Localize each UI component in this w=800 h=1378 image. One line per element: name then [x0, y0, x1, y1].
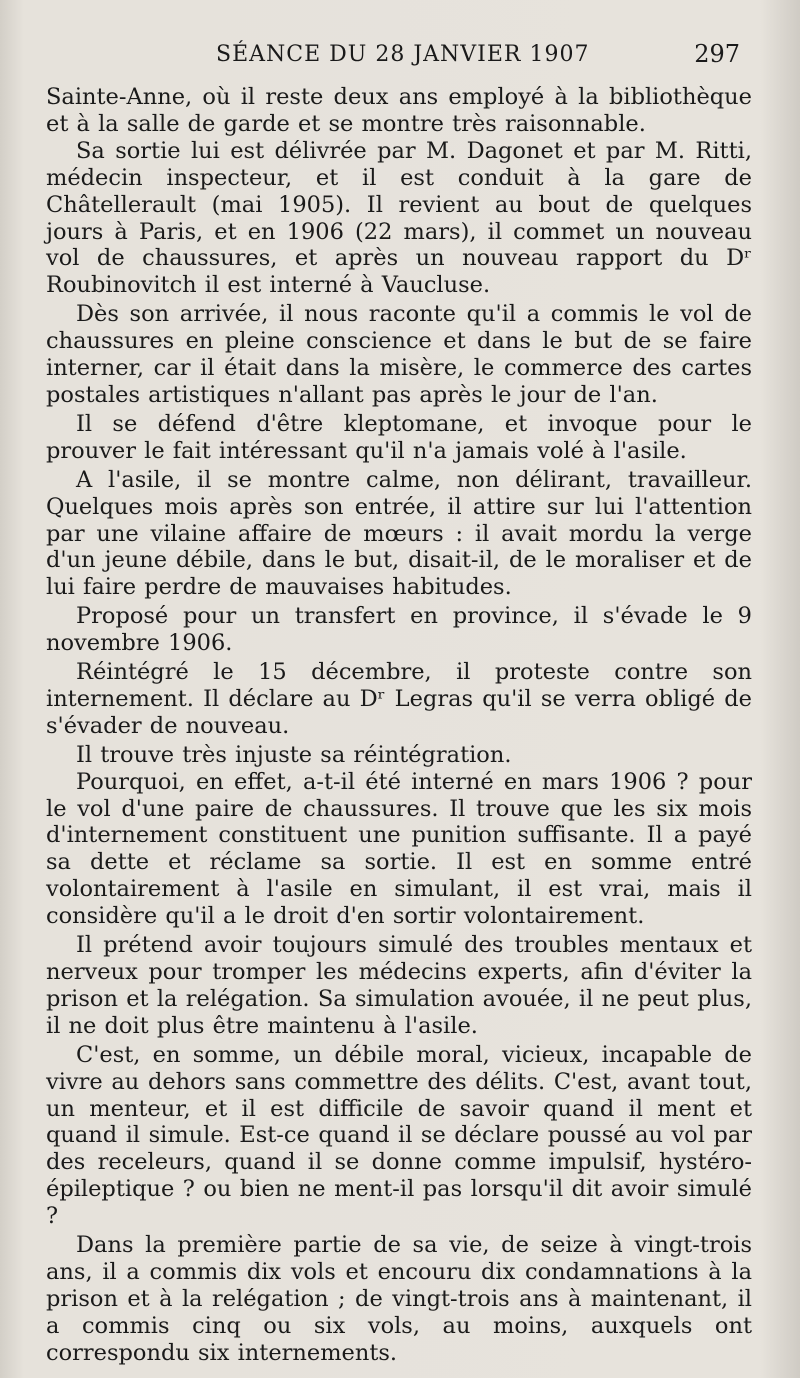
paragraph-9: Pourquoi, en effet, a-t-il été interné en mars 1906 ? pour le vol d'une paire de chaussures. Il trouve que les six mois d'internement constituent une punition suffisante. Il a payé sa dette et réclame sa sortie. Il est en somme entré volontairement à l'asile en simulant, il est vrai, mais il considère qu'il a le droit d'en sortir volontairement.: [46, 768, 752, 930]
header-title: SÉANCE DU 28 JANVIER 1907: [216, 42, 590, 67]
paragraph-6: Proposé pour un transfert en province, il s'évade le 9 novembre 1906.: [46, 603, 752, 657]
paragraph-1: Sainte-Anne, où il reste deux ans employé à la bibliothèque et à la salle de garde et se montre très raisonnable.: [46, 84, 752, 137]
paragraph-4: Il se défend d'être kleptomane, et invoque pour le prouver le fait intéressant qu'il n'a jamais volé à l'asile.: [46, 410, 752, 464]
paragraph-3: Dès son arrivée, il nous raconte qu'il a commis le vol de chaussures en pleine conscience et dans le but de se faire interner, car il était dans la misère, le commerce des cartes postales artistiques n'allant pas après le jour de l'an.: [46, 301, 752, 408]
page-number: 297: [694, 40, 740, 68]
body-text: [46, 84, 752, 1367]
paragraph-8: Il trouve très injuste sa réintégration.: [76, 741, 512, 768]
paragraph-5: A l'asile, il se montre calme, non délirant, travailleur. Quelques mois après son entrée, il attire sur lui l'attention par une vilaine affaire de mœurs : il avait mordu la verge d'un jeune débile, dans le but, disait-il, de le moraliser et de lui faire perdre de mauvaises habitudes.: [46, 466, 752, 601]
paragraph-11: C'est, en somme, un débile moral, vicieux, incapable de vivre au dehors sans commettre des délits. C'est, avant tout, un menteur, et il est difficile de savoir quand il ment et quand il simule. Est-ce quand il se déclare poussé au vol par des receleurs, quand il se donne comme impulsif, hystéro-épileptique ? ou bien ne ment-il pas lorsqu'il dit avoir simulé ?: [46, 1041, 752, 1230]
paragraph-2: Sa sortie lui est délivrée par M. Dagonet et par M. Ritti, médecin inspecteur, et il est conduit à la gare de Châtellerault (mai 1905). Il revient au bout de quelques jours à Paris, et en 1906 (22 mars), il commet un nouveau vol de chaussures, et après un nouveau rapport du Dʳ Roubinovitch il est interné à Vaucluse.: [46, 137, 752, 299]
paragraph-7: Réintégré le 15 décembre, il proteste contre son internement. Il déclare au Dʳ Legras qu'il se verra obligé de s'évader de nouveau.: [46, 659, 752, 739]
running-header: [48, 38, 748, 72]
paragraph-10: Il prétend avoir toujours simulé des troubles mentaux et nerveux pour tromper les médecins experts, afin d'éviter la prison et la relégation. Sa simulation avouée, il ne peut plus, il ne doit plus être maintenu à l'asile.: [46, 932, 752, 1039]
paragraph-12: Dans la première partie de sa vie, de seize à vingt-trois ans, il a commis dix vols et encouru dix condamnations à la prison et à la relégation ; de vingt-trois ans à maintenant, il a commis cinq ou six vols, au moins, auxquels ont correspondu six internements.: [46, 1232, 752, 1366]
